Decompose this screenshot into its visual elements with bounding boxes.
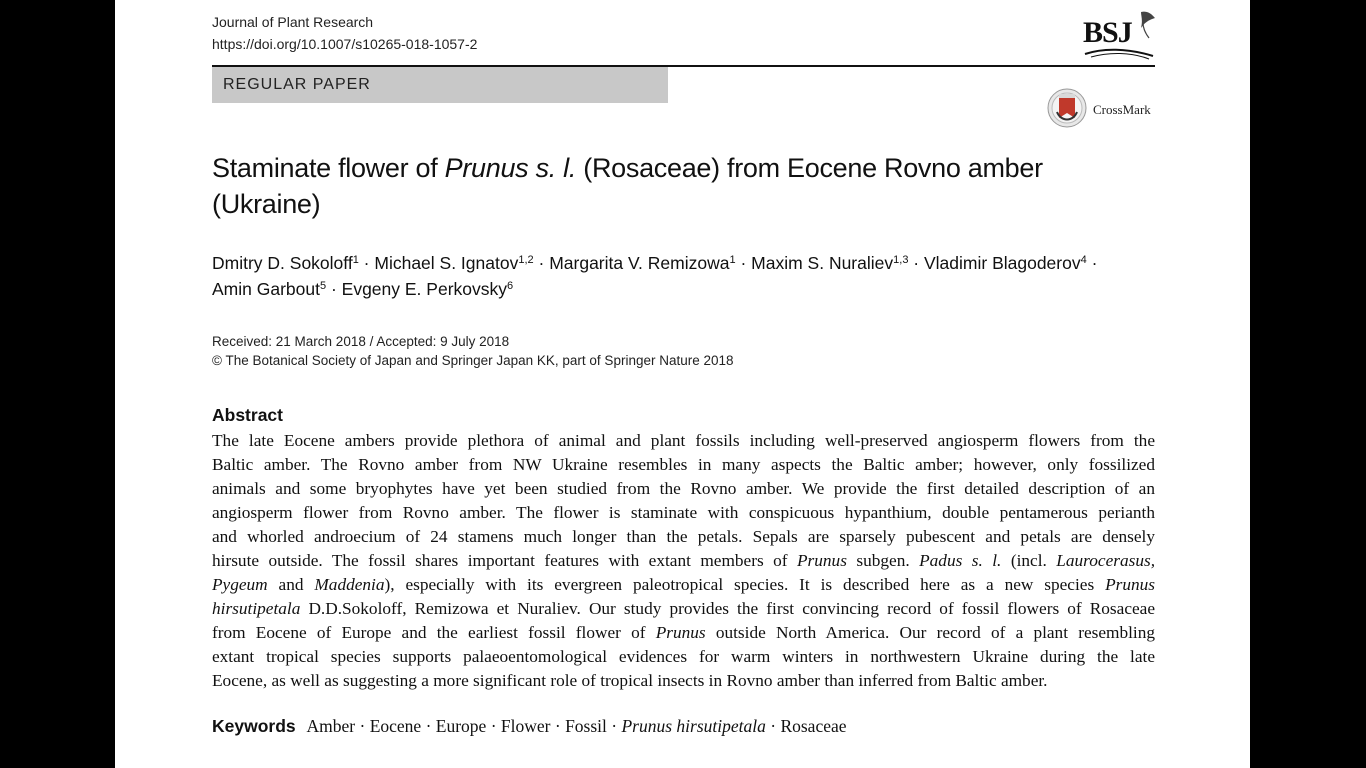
abstract-line: Baltic amber. The Rovno amber from NW Ukraine resembles in many aspects the Baltic amber; however, only fossilized: [212, 455, 1155, 474]
paper-page: [115, 0, 1250, 768]
author-affiliation-marker: 6: [507, 280, 514, 292]
keyword-item: Amber: [306, 716, 356, 736]
keyword-item: Prunus hirsutipetala: [621, 716, 766, 736]
keywords-list: [307, 716, 847, 736]
author-name[interactable]: Vladimir Blagoderov: [924, 253, 1081, 273]
author-separator: ·: [533, 253, 550, 273]
abstract-line: angiosperm flower from Rovno amber. The flower is staminate with conspicuous hypanthium, double pentamerous perianth: [212, 503, 1155, 522]
copyright-notice: © The Botanical Society of Japan and Springer Japan KK, part of Springer Nature 2018: [212, 353, 734, 368]
author-separator: ·: [326, 279, 342, 299]
received-accepted-dates: Received: 21 March 2018 / Accepted: 9 July 2018: [212, 334, 510, 349]
author-list: [212, 250, 1152, 302]
bsj-leaf-icon: [1083, 8, 1157, 60]
abstract-line: from Eocene of Europe and the earliest fossil flower of Prunus outside North America. Our record of a plant resembling: [212, 623, 1155, 642]
keyword-item: Europe: [435, 716, 487, 736]
abstract-line: and whorled androecium of 24 stamens much longer than the petals. Sepals are sparsely pubescent and petals are densely: [212, 527, 1155, 546]
author-name[interactable]: Michael S. Ignatov: [374, 253, 519, 273]
keywords-section: [212, 716, 847, 737]
author-affiliation-marker: 1,3: [893, 254, 909, 266]
keyword-separator: ·: [765, 716, 781, 736]
bsj-logo: [1083, 8, 1157, 60]
author-name[interactable]: Evgeny E. Perkovsky: [341, 279, 508, 299]
abstract-line: Pygeum and Maddenia), especially with its evergreen paleotropical species. It is described here as a new species Prunus: [212, 575, 1155, 594]
abstract-line: Eocene, as well as suggesting a more significant role of tropical insects in Rovno amber than inferred from Baltic amber.: [212, 671, 1048, 690]
author-name[interactable]: Maxim S. Nuraliev: [751, 253, 894, 273]
title-part-2: (Rosaceae) from Eocene Rovno amber (Ukraine): [212, 153, 1043, 219]
abstract-body: [212, 429, 1155, 693]
doi-link[interactable]: https://doi.org/10.1007/s10265-018-1057-2: [212, 36, 478, 52]
abstract-line: The late Eocene ambers provide plethora of animal and plant fossils including well-preserved angiosperm flowers from the: [212, 431, 1155, 450]
paper-type-bar: [212, 67, 668, 103]
author-separator: ·: [908, 253, 924, 273]
author-affiliation-marker: 1: [352, 254, 359, 266]
author-name[interactable]: Amin Garbout: [212, 279, 320, 299]
keyword-separator: ·: [355, 716, 370, 736]
paper-title: [212, 150, 1112, 222]
keyword-separator: ·: [606, 716, 622, 736]
title-italic-taxon: Prunus s. l.: [444, 153, 577, 183]
author-name[interactable]: Dmitry D. Sokoloff: [212, 253, 353, 273]
author-separator: ·: [358, 253, 375, 273]
abstract-heading: Abstract: [212, 405, 283, 425]
keywords-label: Keywords: [212, 716, 296, 736]
author-separator: ·: [1086, 253, 1098, 273]
author-affiliation-marker: 1: [729, 254, 736, 266]
abstract-line: hirsute outside. The fossil shares important features with extant members of Prunus subgen. Padus s. l. (incl. Laurocerasus,: [212, 551, 1156, 570]
crossmark-badge[interactable]: [1047, 88, 1157, 130]
keyword-separator: ·: [550, 716, 566, 736]
keyword-separator: ·: [421, 716, 436, 736]
keyword-item: Rosaceae: [780, 716, 847, 736]
paper-type-label: REGULAR PAPER: [223, 76, 371, 93]
journal-name: Journal of Plant Research: [212, 14, 374, 30]
keyword-item: Fossil: [565, 716, 607, 736]
author-affiliation-marker: 5: [319, 280, 327, 292]
keyword-item: Eocene: [369, 716, 422, 736]
bsj-logo-text: BSJ: [1083, 16, 1132, 49]
abstract-line: animals and some bryophytes have yet been studied from the Rovno amber. We provide the first detailed description of an: [212, 479, 1155, 498]
title-part-1: Staminate flower of: [212, 153, 445, 183]
author-separator: ·: [735, 253, 752, 273]
crossmark-icon: [1047, 88, 1087, 128]
author-affiliation-marker: 4: [1080, 254, 1087, 266]
author-affiliation-marker: 1,2: [518, 254, 534, 266]
author-name[interactable]: Margarita V. Remizowa: [549, 253, 730, 273]
keyword-separator: ·: [486, 716, 501, 736]
keyword-item: Flower: [500, 716, 551, 736]
abstract-line: hirsutipetala D.D.Sokoloff, Remizowa et Nuraliev. Our study provides the first convincing record of fossil flowers of Rosaceae: [212, 599, 1155, 618]
crossmark-label: CrossMark: [1093, 102, 1151, 117]
abstract-line: extant tropical species supports palaeoentomological evidences for warm winters in northwestern Ukraine during the late: [212, 647, 1155, 666]
